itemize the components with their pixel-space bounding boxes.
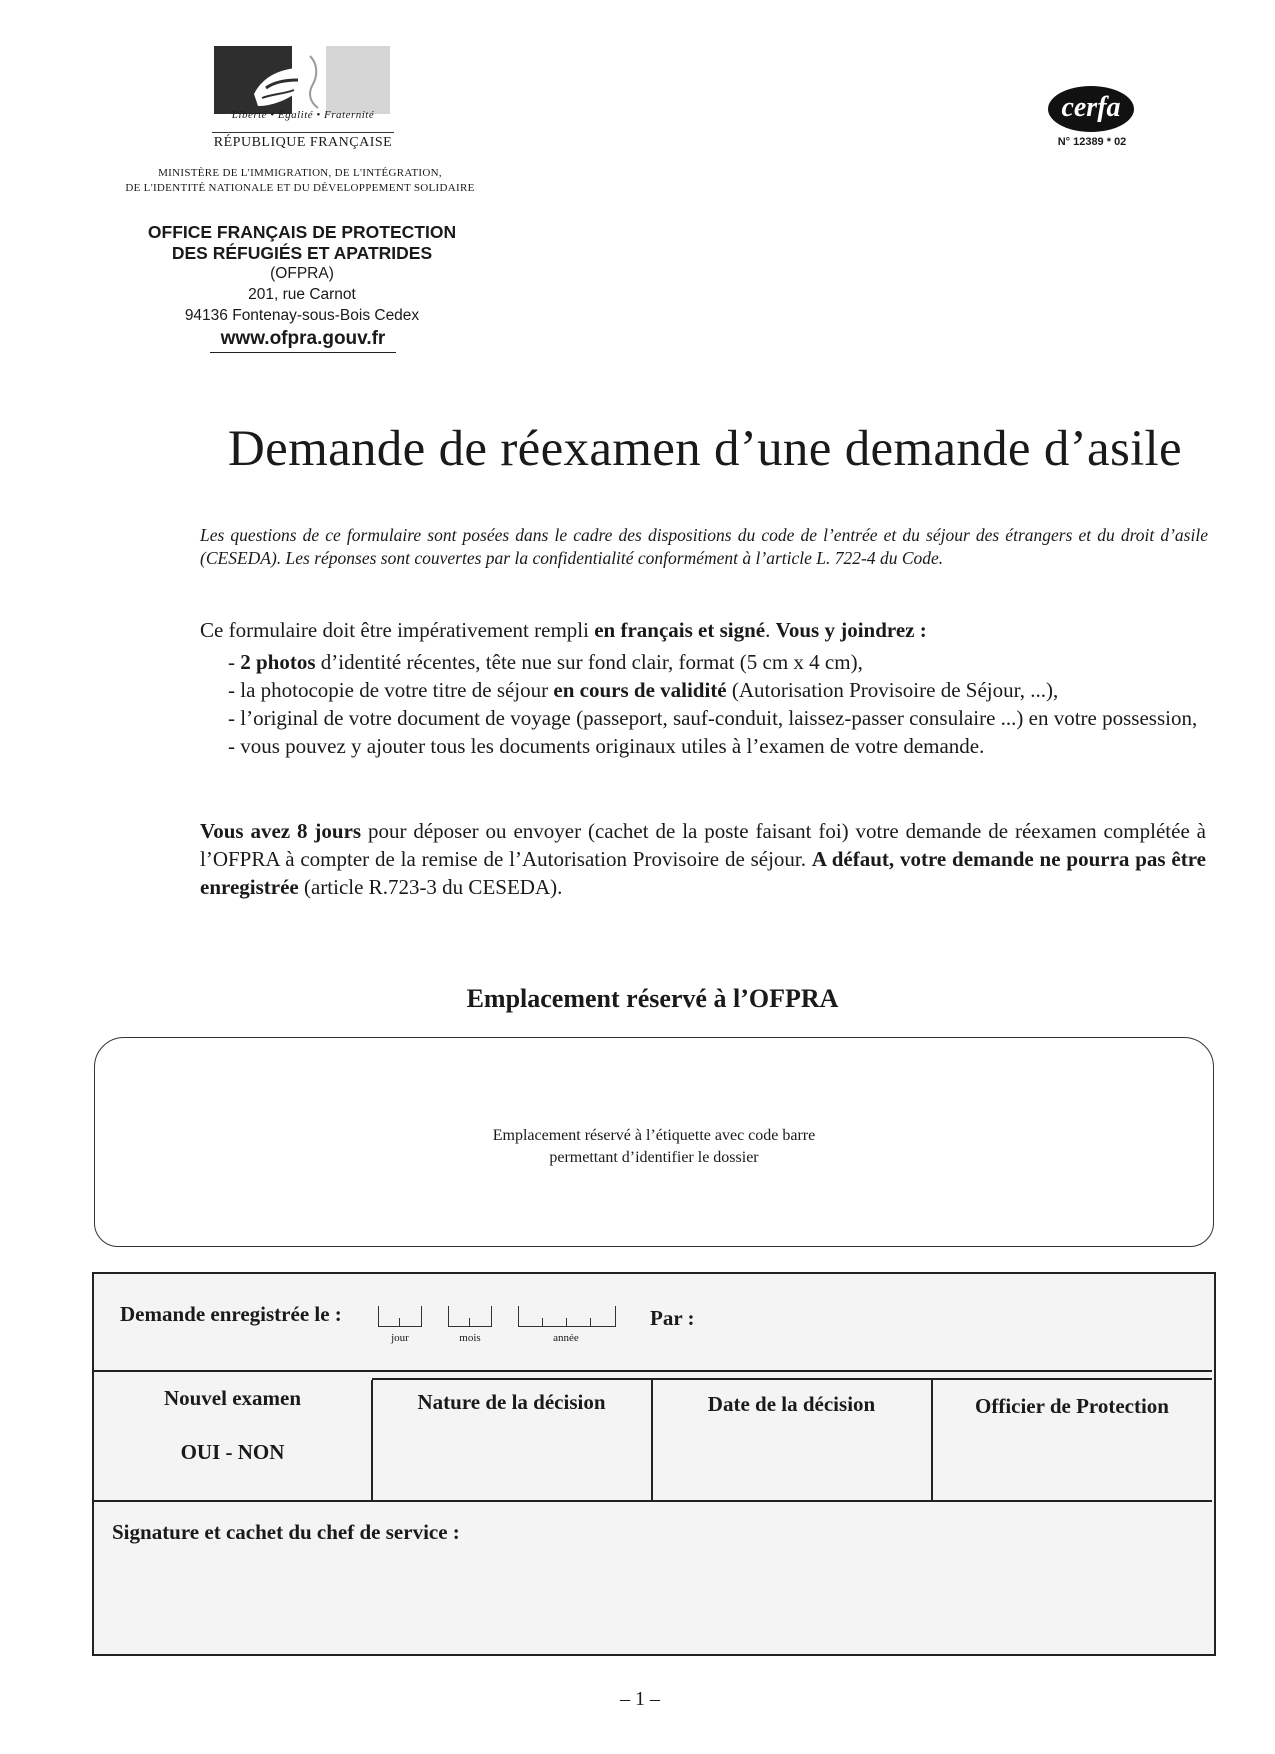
tick [566,1318,567,1326]
header-rule [372,1378,1212,1380]
text: (article R.723-3 du CESEDA). [298,875,563,899]
office-line1: OFFICE FRANÇAIS DE PROTECTION [147,222,457,242]
emphasis: A défaut, votre demande ne pourra pas être enregistrée [200,847,1207,899]
col-date-decision: Date de la décision [707,1392,876,1416]
label-line2: permettant d’identifier le dossier [549,1149,759,1166]
office-line2: DES RÉFUGIÉS ET APATRIDES [171,243,433,263]
month-caption: mois [459,1332,481,1344]
tick [469,1318,470,1326]
office-city: 94136 Fontenay-sous-Bois Cedex [184,307,420,324]
barcode-label-text [94,1125,1214,1169]
tick [542,1318,543,1326]
devise: Liberté • Égalité • Fraternité [231,109,375,121]
cerfa-number: N° 12389 * 02 [1057,136,1127,148]
par-label: Par : [650,1306,695,1330]
tick [399,1318,400,1326]
col-officier-protection: Officier de Protection [975,1394,1169,1418]
list-item: - l’original de votre document de voyage (passeport, sauf-conduit, laissez-passer consulaire ...) en votre possession, [228,706,1198,730]
page-title: Demande de réexamen d’une demande d’asile [228,421,1182,477]
oui-non-choice[interactable]: OUI - NON [180,1440,285,1464]
deadline-paragraph [200,817,1206,901]
list-item: - vous pouvez y ajouter tous les documents originaux utiles à l’examen de votre demande. [228,734,985,758]
instructions-paragraph [200,616,1210,644]
page-number: – 1 – [620,1688,660,1710]
attachments-list [228,648,1210,760]
website-link[interactable]: www.ofpra.gouv.fr [210,328,396,353]
ministere-line1: MINISTÈRE DE L'IMMIGRATION, DE L'INTÉGRATION, [158,167,442,179]
marianne-logo [214,46,390,114]
republique-francaise: RÉPUBLIQUE FRANÇAISE [212,132,394,151]
col-nature-decision: Nature de la décision [417,1390,606,1414]
registered-label: Demande enregistrée le : [120,1302,342,1326]
reserved-heading: Emplacement réservé à l’OFPRA [466,984,839,1013]
label-line1: Emplacement réservé à l’étiquette avec code barre [492,1127,816,1144]
day-field[interactable] [378,1306,422,1327]
cerfa-logo: cerfa [1048,86,1134,132]
day-caption: jour [391,1332,409,1344]
tick [590,1318,591,1326]
month-field[interactable] [448,1306,492,1327]
office-acronym: (OFPRA) [270,265,334,282]
emphasis: Vous y joindrez : [775,618,927,642]
signature-label: Signature et cachet du chef de service : [112,1520,460,1544]
emphasis: Vous avez 8 jours [200,819,362,843]
emphasis: en français et signé [594,618,766,642]
col-nouvel-examen: Nouvel examen [163,1386,302,1410]
office-name [110,222,494,264]
list-item: - 2 photos d’identité récentes, tête nue sur fond clair, format (5 cm x 4 cm), [228,650,863,674]
year-field[interactable] [518,1306,616,1327]
ministere [90,166,510,196]
office-street: 201, rue Carnot [248,286,356,303]
ministere-line2: DE L'IDENTITÉ NATIONALE ET DU DÉVELOPPEMENT SOLIDAIRE [125,182,475,194]
text: Ce formulaire doit être impérativement rempli [200,618,595,642]
text: . [765,618,776,642]
intro-paragraph: Les questions de ce formulaire sont posées dans le cadre des dispositions du code de l’entrée et du séjour des étrangers et du droit d’asile (CESEDA). Les réponses sont couvertes par la confidentialité conformément à l’article L. 722-4 du Code. [200,525,1208,568]
text: pour déposer ou envoyer (cachet de la poste faisant foi) votre demande de réexamen complétée à l’OFPRA à compter de la remise de l’Autorisation Provisoire de séjour. [200,819,1206,871]
list-item: - la photocopie de votre titre de séjour en cours de validité (Autorisation Provisoire de Séjour, ...), [228,678,1059,702]
year-caption: année [553,1332,579,1344]
